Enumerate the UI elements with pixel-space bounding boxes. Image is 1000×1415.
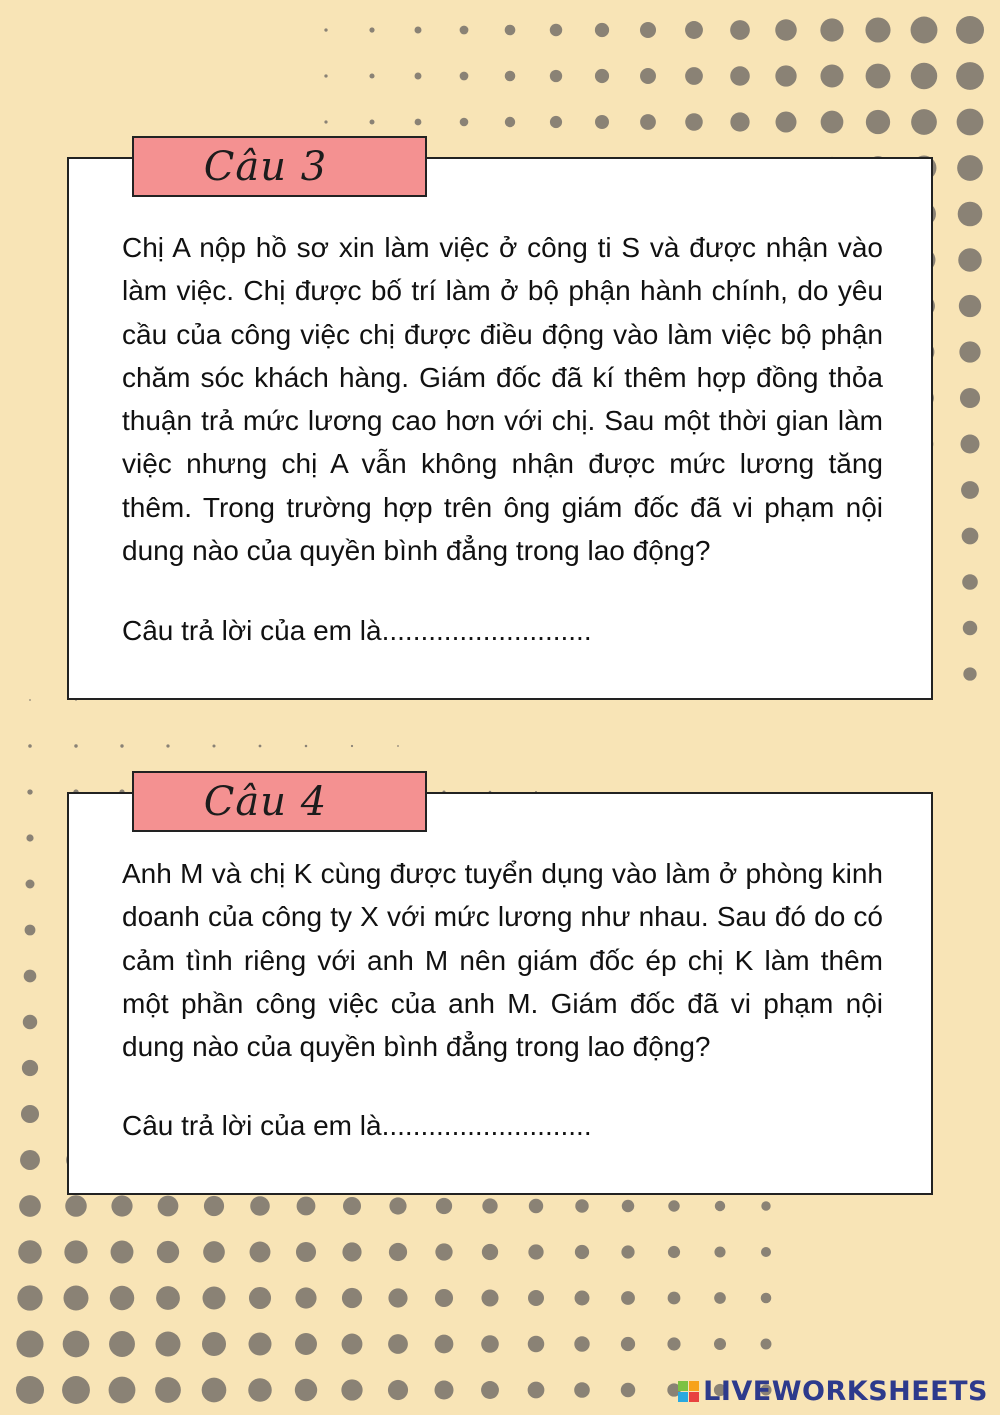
question-4-card [67,792,933,1195]
question-4-text: Anh M và chị K cùng được tuyển dụng vào làm ở phòng kinh doanh của công ty X với mức lương như nhau. Sau đó do có cảm tình riêng với anh M nên giám đốc ép chị K làm thêm một phần công việc của anh M. Giám đốc đã vi phạm nội dung nào của quyền bình đẳng trong lao động? [122,858,883,1063]
question-3-title: Câu 3 [203,143,328,190]
liveworksheets-logo-icon [678,1381,699,1402]
question-3-text: Chị A nộp hồ sơ xin làm việc ở công ti S và được nhận vào làm việc. Chị được bố trí làm ở bộ phận hành chính, do yêu cầu của công việc chị được điều động vào làm việc bộ phận chăm sóc khách hàng. Giám đốc đã kí thêm hợp đồng thỏa thuận trả mức lương cao hơn với chị. Sau một thời gian làm việc nhưng chị A vẫn không nhận được mức lương tăng thêm. Trong trường hợp trên ông giám đốc đã vi phạm nội dung nào của quyền bình đẳng trong lao động? [122,232,883,567]
liveworksheets-logo[interactable] [678,1376,988,1407]
question-4-answer-prompt[interactable]: Câu trả lời của em là........................... [122,1110,592,1141]
question-4-title: Câu 4 [203,778,328,825]
question-3-answer-prompt[interactable]: Câu trả lời của em là........................... [122,615,592,646]
question-3-card [67,157,933,700]
liveworksheets-logo-text: LIVEWORKSHEETS [703,1376,988,1407]
question-4-tab [132,771,427,832]
question-3-tab [132,136,427,197]
